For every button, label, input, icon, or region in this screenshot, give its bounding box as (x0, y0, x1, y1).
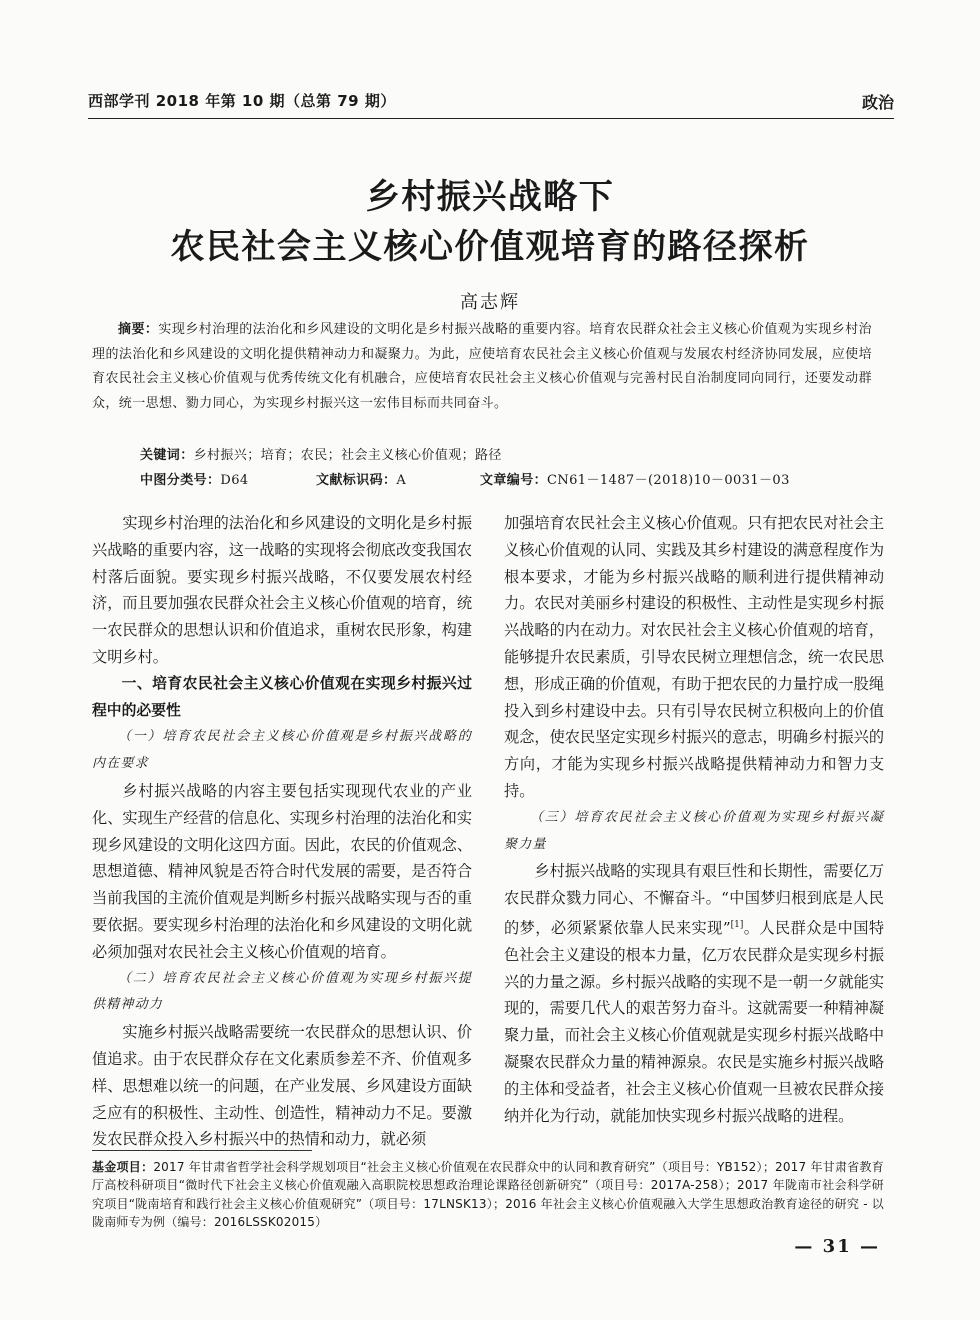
body-column-left (92, 510, 472, 1153)
body-paragraph (504, 858, 884, 1129)
clc-label: 中图分类号： (140, 473, 221, 488)
section-tag: 政治 (861, 93, 894, 112)
article-number-field (480, 469, 790, 488)
body-paragraph: 加强培育农民社会主义核心价值观。只有把农民对社会主义核心价值观的认同、实践及其乡村建设的满意程度作为根本要求，才能为乡村振兴战略的顺利进行提供精神动力。农民对美丽乡村建设的积极性、主动性是实现乡村振兴战略的内在动力。对农民社会主义核心价值观的培育，能够提升农民素质，引导农民树立理想信念，统一农民思想，形成正确的价值观，有助于把农民的力量拧成一股绳投入到乡村建设中去。只有引导农民树立积极向上的价值观念，使农民坚定实现乡村振兴的意志，明确乡村振兴的方向，才能为实现乡村振兴战略提供精神动力和智力支持。 (504, 514, 884, 800)
subsection-heading-3: （三）培育农民社会主义核心价值观为实现乡村振兴凝聚力量 (504, 809, 884, 852)
funding-footnote (92, 1158, 884, 1232)
footnote-divider (92, 1150, 312, 1151)
section-heading-1: 一、培育农民社会主义核心价值观在实现乡村振兴过程中的必要性 (92, 674, 472, 719)
abstract-text: 实现乡村治理的法治化和乡风建设的文明化是乡村振兴战略的重要内容。培育农民群众社会主义核心价值观为实现乡村治理的法治化和乡风建设的文明化提供精神动力和凝聚力。为此，应使培育农民社会主义核心价值观与发展农村经济协同发展，应使培育农民社会主义核心价值观与优秀传统文化有机融合，应使培育农民社会主义核心价值观与完善村民自治制度同向同行，还要发动群众，统一思想、勠力同心，为实现乡村振兴这一宏伟目标而共同奋斗。 (92, 322, 873, 411)
paragraph-text: 。人民群众是中国特色社会主义建设的根本力量，亿万农民群众是实现乡村振兴的力量之源。乡村振兴战略的实现不是一朝一夕就能实现的，需要几代人的艰苦努力奋斗。这就需要一种精神凝聚力量，而社会主义核心价值观就是实现乡村振兴战略中凝聚农民群众力量的精神源泉。农民是实施乡村振兴战略的主体和受益者，社会主义核心价值观一旦被农民群众接纳并化为行动，就能加快实现乡村振兴战略的进程。 (504, 919, 885, 1125)
subsection-heading-1: （一）培育农民社会主义核心价值观是乡村振兴战略的内在要求 (92, 729, 472, 772)
article-number-label: 文章编号： (480, 473, 548, 488)
clc-field (140, 469, 249, 488)
title-line-2: 农民社会主义核心价值观培育的路径探析 (170, 227, 810, 267)
author-name: 高志辉 (460, 292, 520, 313)
subsection-heading-2: （二）培育农民社会主义核心价值观为实现乡村振兴提供精神动力 (92, 970, 472, 1013)
title-line-1: 乡村振兴战略下 (365, 177, 615, 217)
running-header (88, 88, 894, 119)
funding-text: 2017 年甘肃省哲学社会科学规划项目“社会主义核心价值观在农民群众中的认同和教育研究”（项目号：YB152）；2017 年甘肃省教育厅高校科研项目“微时代下社会主义核心价值观融入高职院校思想政治理论课路径创新研究”（项目号：2017A-258）；2017 年陇南市社会科学研究项目“陇南培育和践行社会主义核心价值观研究”（项目号：17LNSK13）；2016 年社会主义核心价值观融入大学生思想政治教育途径的研究 - 以陇南师专为例（编号：2016LSSK02015） (92, 1160, 884, 1230)
page-number: — 31 — (794, 1236, 880, 1257)
keywords-text: 乡村振兴；培育；农民；社会主义核心价值观；路径 (193, 448, 502, 463)
clc-value: D64 (220, 473, 249, 488)
intro-paragraph: 实现乡村治理的法治化和乡风建设的文明化是乡村振兴战略的重要内容，这一战略的实现将会彻底改变我国农村落后面貌。要实现乡村振兴战略，不仅要发展农村经济，而且要加强农民群众社会主义核心价值观的培育，统一农民群众的思想认识和价值追求，重树农民形象，构建文明乡村。 (92, 514, 472, 666)
keywords-label: 关键词： (140, 448, 194, 463)
article-number-value: CN61－1487－(2018)10－0031－03 (547, 473, 790, 488)
body-column-right (504, 510, 884, 1129)
body-paragraph: 乡村振兴战略的内容主要包括实现现代农业的产业化、实现生产经营的信息化、实现乡村治理的法治化和实现乡风建设的文明化这四方面。因此，农民的价值观念、思想道德、精神风貌是否符合时代发展的需要，是否符合当前我国的主流价值观是判断乡村振兴战略实现与否的重要依据。要实现乡村治理的法治化和乡风建设的文明化就必须加强对农民社会主义核心价值观的培育。 (92, 781, 472, 961)
abstract (92, 318, 872, 416)
body-paragraph: 实施乡村振兴战略需要统一农民群众的思想认识、价值追求。由于农民群众存在文化素质参差不齐、价值观多样、思想难以统一的问题，在产业发展、乡风建设方面缺乏应有的积极性、主动性、创造性，精神动力不足。要激发农民群众投入乡村振兴中的热情和动力，就必须 (92, 1023, 472, 1149)
funding-label: 基金项目： (92, 1160, 154, 1174)
journal-issue: 西部学刊 2018 年第 10 期（总第 79 期） (88, 92, 396, 110)
keywords-line (140, 444, 880, 463)
citation-reference: [1] (730, 919, 744, 930)
doc-code-value: A (396, 473, 407, 488)
doc-code-label: 文献标识码： (316, 473, 397, 488)
doc-code-field (316, 469, 406, 488)
abstract-label: 摘要： (118, 322, 159, 337)
paragraph-text: 乡村振兴战略的实现具有艰巨性和长期性，需要亿万农民群众戮力同心、不懈奋斗。“中国梦归根到底是人民的梦，必须紧紧依靠人民来实现” (504, 862, 884, 938)
